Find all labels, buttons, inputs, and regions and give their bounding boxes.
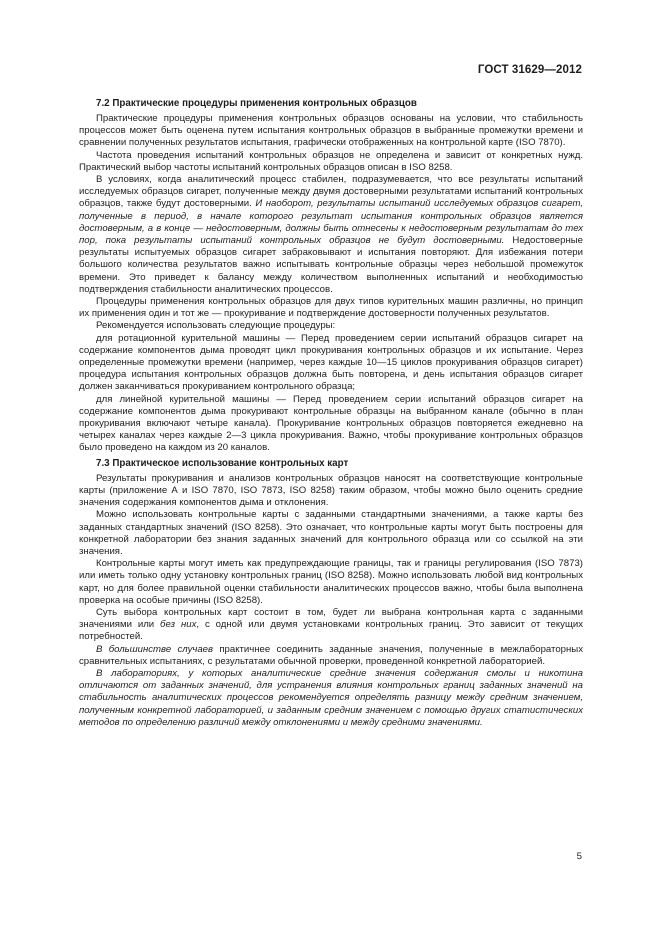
paragraph: для линейной курительной машины — Перед проведением серии испытаний образцов сигарет на содержание компонентов дыма прокуривают контрольные образцы на выбранном канале (обычно в план прокуривания включают четыре канала). Прокуривание контрольных образцов повторяется ежедневно на четырех каналах через каждые 2—3 цикла прокуривания. Важно, чтобы прокуривание контрольных образцов было проведено на каждом из 20 каналов. — [79, 393, 583, 454]
page-number: 5 — [576, 851, 582, 862]
text-run: Суть выбора контрольных карт состоит в том, будет ли выбрана контрольная карта с заданными значениями или — [79, 606, 583, 631]
paragraph — [79, 174, 583, 296]
italic-text-run: без них — [160, 619, 197, 631]
paragraph: Результаты прокуривания и анализов контрольных образцов наносят на соответствующие контрольные карты (приложение А и ISO 7870, ISO 7873, ISO 8258) таким образом, чтобы можно было оценить средние значения содержания компонентов дыма и отклонения. — [79, 472, 583, 509]
section-heading-7-2: 7.2 Практические процедуры применения контрольных образцов — [96, 98, 417, 109]
paragraph: Рекомендуется использовать следующие процедуры: — [96, 320, 336, 332]
text-run: , с одной или двумя установками контрольных границ. Это зависит от текущих потребностей. — [79, 619, 583, 643]
italic-text-run: В большинстве случаев — [96, 643, 214, 655]
italic-text-run: И наоборот, результаты испытаний исследуемых образцов сигарет, полученные в период, в начале которого результат испытания контрольных образцов является достоверным, а в конце — недостоверным, должны быть отнесены к недостоверным результатам до тех пор, пока результаты испытаний контрольных образцов не будут достоверными. — [79, 198, 583, 247]
text-run: практичнее соединить заданные значения, полученные в межлабораторных сравнительных испытаниях, с результатами обычной проверки, проведенной конкретной лабораторией. — [79, 643, 583, 667]
paragraph — [79, 644, 583, 668]
italic-text-run: В лабораториях, у которых аналитические средние значения содержания смолы и никотина отличаются от заданных значений, для устранения влияния контрольных границ заданных значений на стабильность аналитических процессов рекомендуется определять разницу между средним значением, полученным конкретной лабораторией, и заданным средним значением с помощью других статистических методов по определению различий между отклонениями и между средними значениями. — [79, 667, 583, 728]
text-run: В условиях, когда аналитический процесс стабилен, подразумевается, что все результаты испытаний исследуемых образцов сигарет, полученные между двумя достоверными результатами испытаний контрольных образцов, также будут достоверными. — [79, 174, 583, 210]
paragraph: Практические процедуры применения контрольных образцов основаны на условии, что стабильность процессов может быть оценена путем испытания контрольных образцов в выбранные промежутки времени и сравнении полученных результатов испытания, графически отображенных на контрольной карте (ISO 7870). — [79, 113, 583, 149]
paragraph — [79, 607, 583, 644]
paragraph: для ротационной курительной машины — Перед проведением серии испытаний образцов сигарет на содержание компонентов дыма проводят цикл прокуривания контрольных образцов и их испытание. Через определенные промежутки времени (например, через каждые 10—15 циклов прокуривания образцов сигарет) процедура испытания контрольных образцов должна быть повторена, и день испытания образцов сигарет должен заканчиваться прокуриванием контрольного образца; — [79, 332, 583, 393]
text-run: Недостоверные результаты испытуемых образцов сигарет забраковывают и испытания повторяют. Для избежания потери большого количества результатов важно испытывать контрольные образцы через небольшой промежуток времени. Это приведет к балансу между количеством выполненных испытаний и необходимостью подтверждения стабильности аналитических процессов. — [79, 235, 583, 295]
section-heading-7-3: 7.3 Практическое использование контрольных карт — [96, 457, 349, 469]
paragraph: Можно использовать контрольные карты с заданными стандартными значениями, а также карты без заданных стандартных значений (ISO 8258). Это означает, что контрольные карты могут быть построены для конкретной лаборатории без знания заданных значений для контрольного образца или со ссылкой на эти значения. — [79, 509, 583, 557]
paragraph — [79, 668, 583, 729]
page-content — [79, 98, 583, 729]
paragraph: Частота проведения испытаний контрольных образцов не определена и зависит от конкретных нужд. Практический выбор частоты испытаний контрольных образцов описан в ISO 8258. — [79, 149, 583, 173]
paragraph: Процедуры применения контрольных образцов для двух типов курительных машин различны, но принцип их применения один и тот же — прокуривание и подтверждение достоверности полученных результатов. — [79, 296, 583, 320]
paragraph: Контрольные карты могут иметь как предупреждающие границы, так и границы регулирования (ISO 7873) или иметь только одну установку контрольных границ (ISO 8258). Можно использовать любой вид контрольных карт, но для более правильной оценки стабильности аналитических процессов важно, чтобы была выполнена проверка на особые причины (ISO 8258). — [79, 558, 583, 606]
standard-number: ГОСТ 31629—2012 — [477, 64, 582, 76]
